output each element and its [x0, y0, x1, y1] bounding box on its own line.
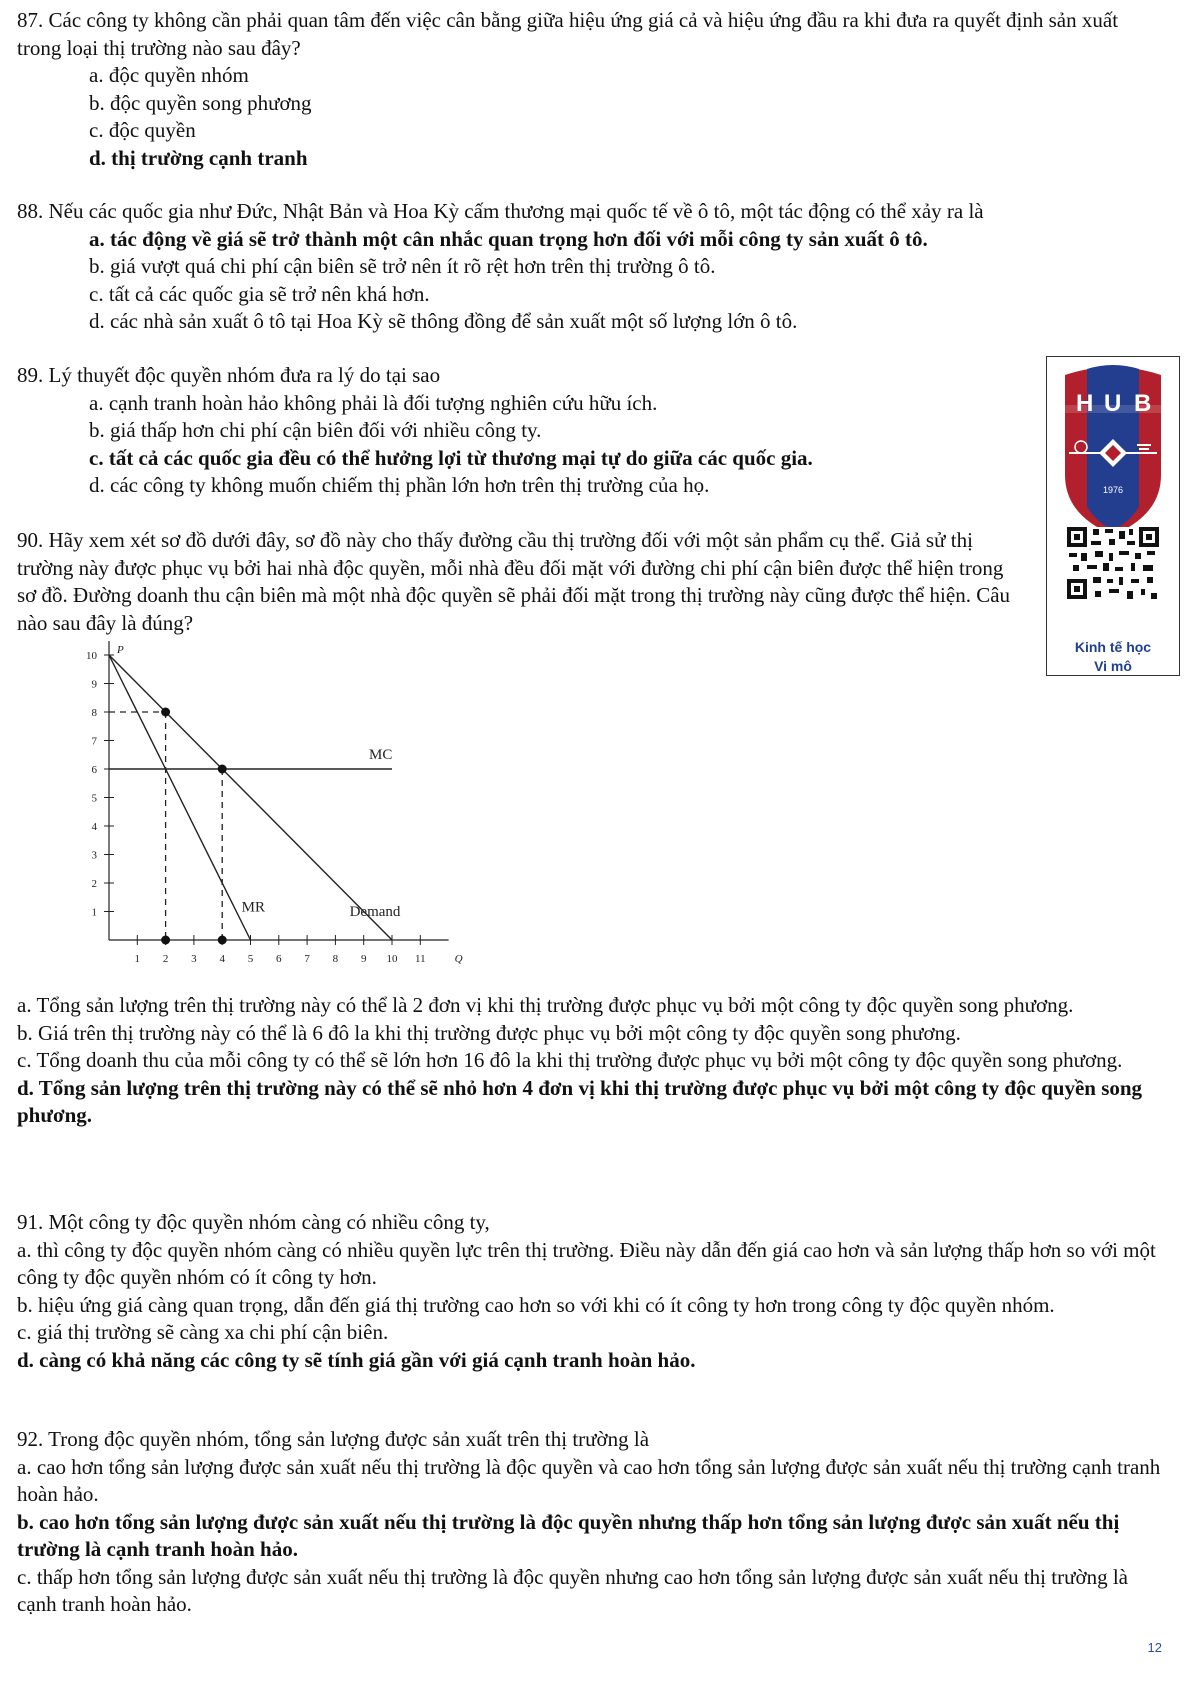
hub-logo-box [1046, 356, 1180, 676]
series-line-demand [109, 655, 392, 940]
y-tick-label: 8 [91, 707, 97, 719]
logo-letter-h: H [1076, 390, 1094, 417]
page-number: 12 [1147, 1640, 1162, 1655]
logo-letter-b: B [1134, 390, 1152, 417]
series-line-mr [109, 655, 251, 940]
qr-code-icon [1067, 527, 1159, 599]
x-tick-label: 7 [304, 953, 310, 965]
series-label-mr: MR [241, 899, 266, 916]
option-d-answer: d. thị trường cạnh tranh [89, 145, 308, 170]
question-90-options [17, 992, 1167, 1130]
question-89 [17, 362, 1027, 500]
option-d-answer: d. Tổng sản lượng trên thị trường này có thể sẽ nhỏ hơn 4 đơn vị khi thị trường được phục vụ bởi một công ty độc quyền song phương. [17, 1075, 1143, 1127]
y-tick-label: 10 [86, 650, 97, 662]
option-d: d. các nhà sản xuất ô tô tại Hoa Kỳ sẽ thông đồng để sản xuất một số lượng lớn ô tô. [89, 309, 798, 333]
question-92 [17, 1426, 1167, 1619]
x-tick-label: 3 [191, 953, 197, 965]
option-b: b. hiệu ứng giá càng quan trọng, dẫn đến giá thị trường cao hơn so với khi có ít công ty hơn trong công ty độc quyền nhóm. [17, 1292, 1055, 1317]
option-c: c. tất cả các quốc gia sẽ trở nên khá hơn. [89, 281, 430, 306]
question-90 [17, 527, 1027, 637]
data-point-marker [161, 936, 170, 945]
question-88 [17, 198, 1167, 336]
question-stem: 92. Trong độc quyền nhóm, tổng sản lượng được sản xuất trên thị trường là [17, 1427, 650, 1451]
option-b: b. giá thấp hơn chi phí cận biên đối với nhiều công ty. [89, 418, 542, 442]
question-91 [17, 1209, 1167, 1374]
logo-letter-u: U [1104, 390, 1122, 417]
x-tick-label: 8 [332, 953, 339, 965]
x-tick-label: 5 [247, 953, 254, 965]
option-d: d. các công ty không muốn chiếm thị phần lớn hơn trên thị trường của họ. [89, 473, 710, 497]
x-tick-label: 4 [219, 953, 225, 965]
logo-caption-line2: Vi mô [1094, 658, 1132, 674]
question-87 [17, 7, 1167, 172]
question-stem: 91. Một công ty độc quyền nhóm càng có nhiều công ty, [17, 1210, 490, 1234]
option-c: c. giá thị trường sẽ càng xa chi phí cận biên. [17, 1320, 389, 1344]
series-label-demand: Demand [349, 903, 401, 920]
option-b: b. Giá trên thị trường này có thể là 6 đô la khi thị trường được phục vụ bởi một công ty độc quyền song phương. [17, 1020, 961, 1045]
question-stem: 89. Lý thuyết độc quyền nhóm đưa ra lý do tại sao [17, 363, 441, 387]
x-tick-label: 6 [276, 953, 282, 965]
logo-year: 1976 [1102, 485, 1124, 495]
y-tick-label: 6 [91, 764, 97, 776]
option-c: c. thấp hơn tổng sản lượng được sản xuất nếu thị trường là độc quyền nhưng cao hơn tổng sản lượng được sản xuất nếu thị trường là cạnh tranh hoàn hảo. [17, 1564, 1128, 1616]
option-a-answer: a. tác động về giá sẽ trở thành một cân nhắc quan trọng hơn đối với mỗi công ty sản xuất ô tô. [89, 226, 928, 251]
x-axis-label: Q [454, 953, 463, 965]
option-a: a. độc quyền nhóm [89, 63, 249, 87]
option-a: a. cao hơn tổng sản lượng được sản xuất nếu thị trường là độc quyền và cao hơn tổng sản lượng được sản xuất nếu thị trường cạnh tranh hoàn hảo. [17, 1454, 1161, 1506]
x-tick-label: 1 [134, 953, 141, 965]
y-tick-label: 5 [91, 792, 97, 805]
market-diagram-chart [80, 640, 480, 970]
option-b-answer: b. cao hơn tổng sản lượng được sản xuất nếu thị trường là độc quyền nhưng thấp hơn tổng sản lượng được sản xuất nếu thị trường là cạnh tranh hoàn hảo. [17, 1509, 1120, 1561]
y-tick-label: 2 [91, 878, 97, 890]
y-tick-label: 1 [91, 906, 97, 919]
x-tick-label: 11 [415, 953, 426, 965]
hub-shield-logo-icon [1047, 357, 1178, 607]
option-c-answer: c. tất cả các quốc gia đều có thể hưởng lợi từ thương mại tự do giữa các quốc gia. [89, 445, 813, 470]
question-stem: 87. Các công ty không cần phải quan tâm đến việc cân bằng giữa hiệu ứng giá cả và hiệu ứng đầu ra khi đưa ra quyết định sản xuất trong loại thị trường nào sau đây? [17, 8, 1119, 60]
option-c: c. Tổng doanh thu của mỗi công ty có thể sẽ lớn hơn 16 đô la khi thị trường được phục vụ bởi một công ty độc quyền song phương. [17, 1048, 1123, 1072]
option-b: b. giá vượt quá chi phí cận biên sẽ trở nên ít rõ rệt hơn trên thị trường ô tô. [89, 254, 716, 278]
option-b: b. độc quyền song phương [89, 90, 312, 115]
y-axis-label: P [117, 644, 124, 656]
option-a: a. thì công ty độc quyền nhóm càng có nhiều quyền lực trên thị trường. Điều này dẫn đến giá cao hơn và sản lượng thấp hơn so với một công ty độc quyền nhóm có ít công ty hơn. [17, 1237, 1156, 1289]
y-tick-label: 3 [91, 849, 97, 862]
data-point-marker [218, 765, 227, 774]
x-tick-label: 2 [162, 953, 169, 965]
data-point-marker [161, 708, 170, 717]
logo-caption-line1: Kinh tế học [1074, 639, 1152, 655]
question-stem: 88. Nếu các quốc gia như Đức, Nhật Bản và Hoa Kỳ cấm thương mại quốc tế về ô tô, một tác động có thể xảy ra là [17, 199, 984, 223]
question-stem: 90. Hãy xem xét sơ đồ dưới đây, sơ đồ này cho thấy đường cầu thị trường đối với một sản phẩm cụ thể. Giả sử thị trường này được phục vụ bởi hai nhà độc quyền, mỗi nhà đều đối mặt với đường chi phí cận biên được thể hiện trong sơ đồ. Đường doanh thu cận biên mà một nhà độc quyền sẽ phải đối mặt trong thị trường này cũng được thể hiện. Câu nào sau đây là đúng? [17, 528, 1011, 635]
option-a: a. Tổng sản lượng trên thị trường này có thể là 2 đơn vị khi thị trường được phục vụ bởi một công ty độc quyền song phương. [17, 993, 1074, 1017]
y-tick-label: 4 [91, 821, 97, 833]
option-d-answer: d. càng có khả năng các công ty sẽ tính giá gần với giá cạnh tranh hoàn hảo. [17, 1347, 696, 1372]
option-a: a. cạnh tranh hoàn hảo không phải là đối tượng nghiên cứu hữu ích. [89, 390, 658, 415]
data-point-marker [218, 936, 227, 945]
x-tick-label: 10 [386, 953, 398, 965]
option-c: c. độc quyền [89, 118, 196, 142]
series-label-mc: MC [369, 747, 393, 764]
y-tick-label: 9 [91, 678, 97, 691]
x-tick-label: 9 [360, 953, 367, 965]
y-tick-label: 7 [91, 735, 97, 748]
